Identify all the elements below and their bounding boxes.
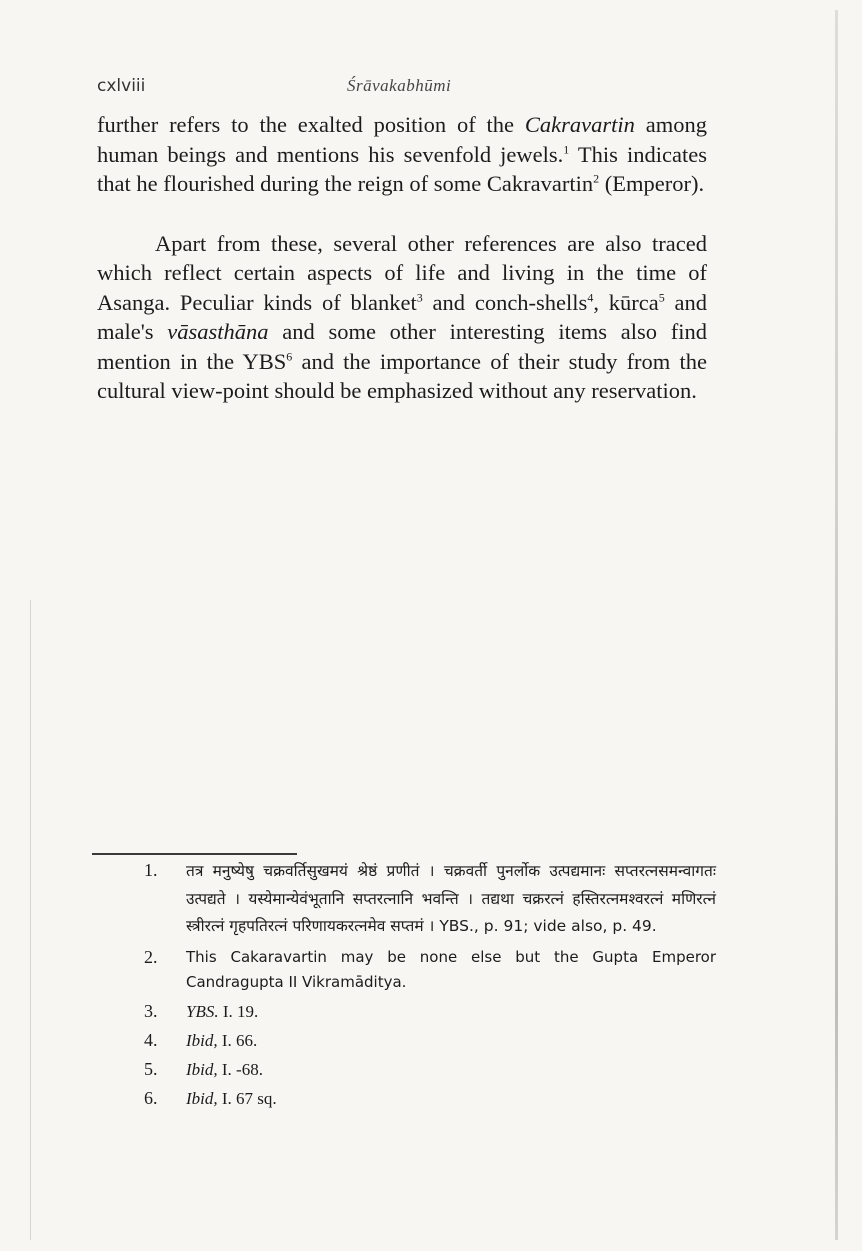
footnote-ref-text: I. 67 sq. (217, 1088, 277, 1108)
footnote-number: 6. (144, 1087, 158, 1108)
text-span: and the importance of their study from the cultural view-point should be emphasized without any reservation. (97, 348, 707, 403)
text-span: (Emperor). (599, 171, 705, 196)
main-text (97, 110, 707, 406)
footnote-text (186, 1028, 716, 1053)
footnote-source: Ibid, (186, 1030, 218, 1050)
footnote-number: 4. (144, 1029, 158, 1050)
footnote-item (144, 1086, 716, 1111)
footnote-item (144, 1057, 716, 1082)
footnote-ref-text: I. 66. (217, 1030, 258, 1050)
text-span: and conch-shells (422, 289, 588, 315)
footnote-number: 3. (144, 1000, 158, 1021)
footnote-text (186, 1057, 716, 1082)
footnote-ref: 3 (416, 290, 423, 304)
footnote-item (144, 945, 716, 995)
text-span: among human beings and mentions his sevenfold jewels. (97, 112, 707, 167)
text-span: This indicates that he flourished during the reign of some Cakravartin (97, 141, 707, 196)
italic-term: vāsasthāna (167, 319, 269, 344)
text-span: Apart from these, several other references are also traced which reflect certain aspects of life and living in the time of Asanga. Peculiar kinds of blanket (97, 230, 707, 315)
footnote-text (186, 999, 716, 1024)
footnote-divider (92, 853, 297, 855)
page-header (97, 72, 537, 100)
text-span: and male's (97, 289, 707, 344)
running-title: Śrāvakabhūmi (347, 76, 452, 95)
footnote-text (186, 1086, 716, 1111)
footnote-text: तत्र मनुष्येषु चक्रवर्तिसुखमयं श्रेष्ठं प्रणीतं । चक्रवर्ती पुनर्लोक उत्पद्यमानः सप्तरत्नसमन्वागतः उत्पद्यते । यस्येमान्येवंभूतानि सप्तरत्नानि भवन्ति । तद्यथा चक्ररत्नं हस्तिरत्नमश्वरत्नं मणिरत्नं स्त्रीरत्नं गृहपतिरत्नं परिणायकरत्नमेव सप्तमं । YBS., p. 91; vide also, p. 49. (186, 862, 716, 935)
text-span: and some other interesting items also find mention in the YBS (97, 319, 707, 374)
page-number: cxlviii (97, 76, 146, 96)
footnote-source: Ibid, (186, 1088, 218, 1108)
footnote-ref-text: I. -68. (217, 1059, 263, 1079)
footnote-ref: 1 (563, 142, 570, 156)
page-edge-line (30, 600, 31, 1240)
footnote-ref-text: I. 19. (218, 1001, 259, 1021)
footnote-source: Ibid, (186, 1059, 218, 1079)
page-edge-shadow (835, 10, 838, 1240)
footnote-ref: 2 (593, 171, 600, 186)
italic-term: Cakravartin (524, 112, 635, 137)
footnote-number: 2. (144, 946, 158, 967)
footnote-ref: 4 (587, 290, 594, 304)
text-span: , kūrca (593, 289, 659, 315)
footnote-number: 1. (144, 860, 158, 880)
footnote-text: This Cakaravartin may be none else but the Gupta Emperor Candragupta II Vikramāditya. (186, 947, 716, 991)
footnote-ref: 6 (286, 349, 293, 363)
paragraph-1 (97, 110, 707, 199)
footnote-item (144, 858, 716, 941)
footnote-ref: 5 (658, 290, 665, 304)
footnote-source: YBS. (186, 1001, 219, 1021)
paragraph-2 (97, 229, 707, 406)
footnote-number: 5. (144, 1058, 158, 1079)
footnote-item (144, 1028, 716, 1053)
footnote-item (144, 999, 716, 1024)
footnotes (144, 858, 716, 1115)
text-span: further refers to the exalted position of the (97, 112, 525, 137)
